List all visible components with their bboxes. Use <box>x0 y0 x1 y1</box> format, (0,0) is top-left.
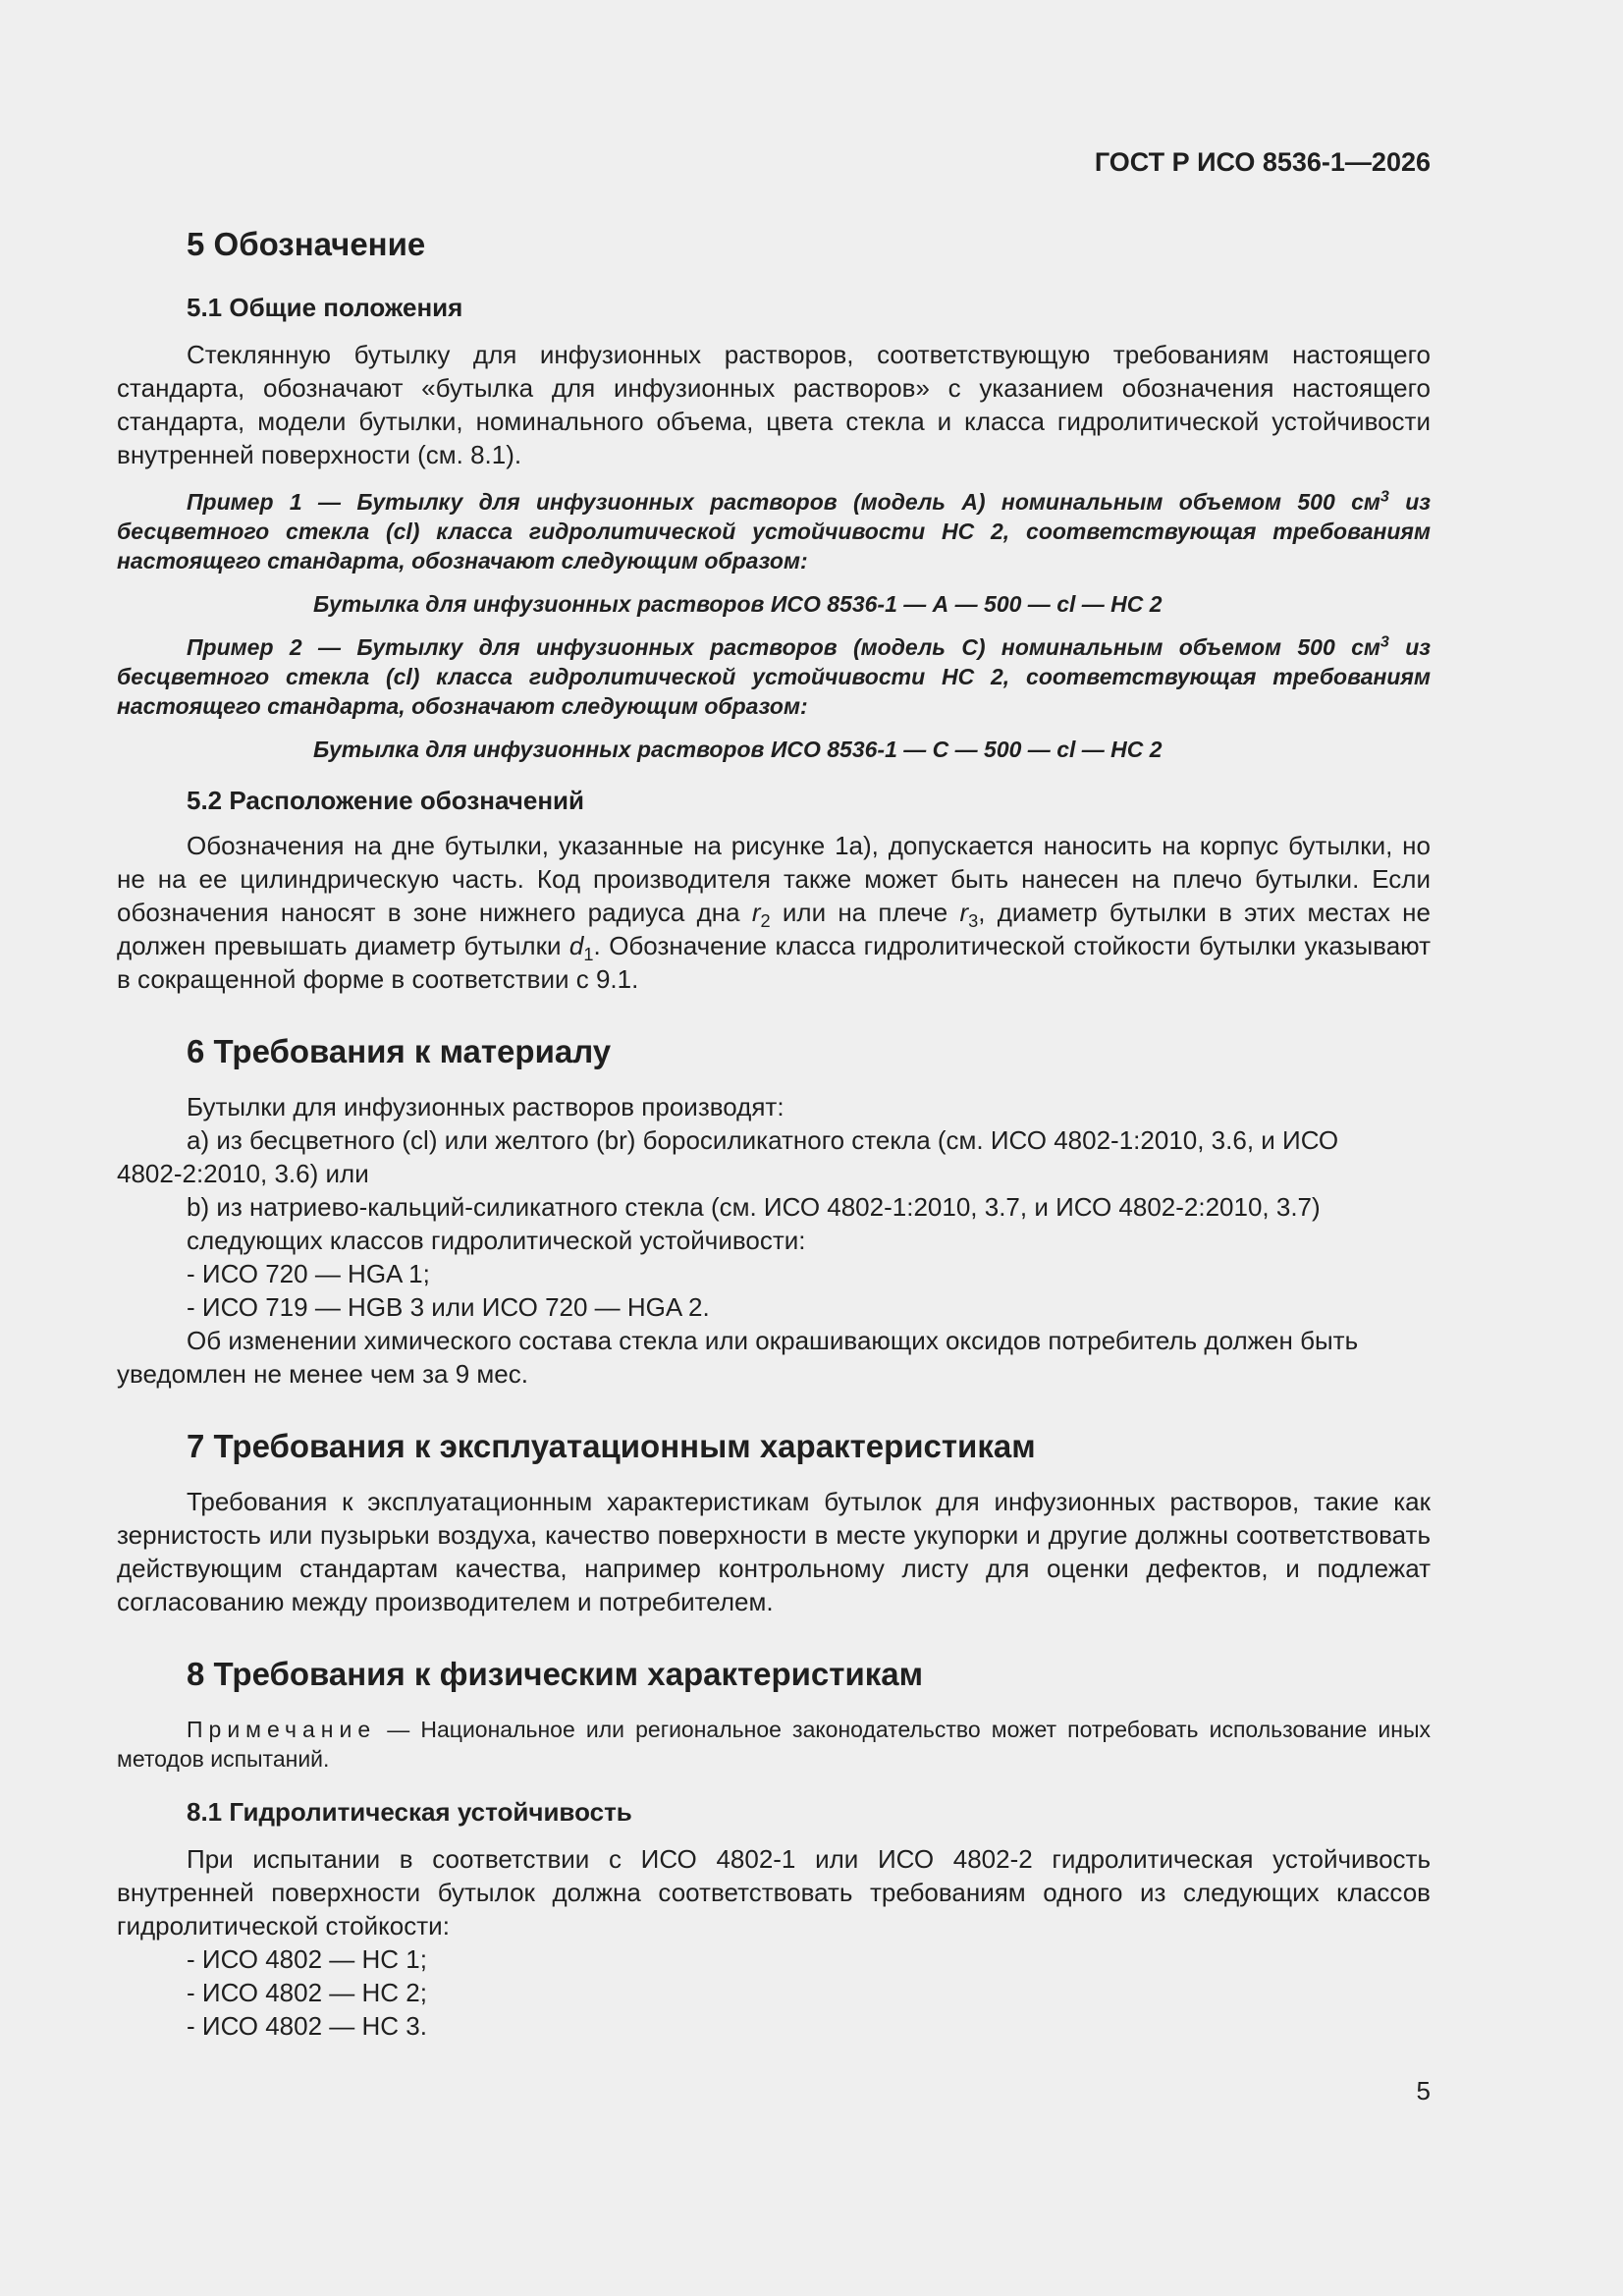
section-8-1-item-3: - ИСО 4802 — НС 3. <box>187 2011 427 2041</box>
example-1-designation: Бутылка для инфузионных растворов ИСО 8536-1 — А — 500 — cl — НС 2 <box>313 591 1163 617</box>
section-5-1-title: 5.1 Общие положения <box>187 293 463 322</box>
section-7-text: Требования к эксплуатационным характеристикам бутылок для инфузионных растворов, такие как зернистость или пузырьки воздуха, качество поверхности в месте укупорки и другие должны соответствовать действующим стандартам качества, например контрольному листу для оценки дефектов, и подлежат согласованию между производителем и потребителем. <box>117 1487 1431 1616</box>
section-6-item-a-cont: 4802-2:2010, 3.6) или <box>117 1159 369 1188</box>
section-7-title: 7 Требования к эксплуатационным характеристикам <box>187 1428 1036 1464</box>
section-6-item-b: b) из натриево-кальций-силикатного стекла (см. ИСО 4802-1:2010, 3.7, и ИСО 4802-2:2010, 3.7) <box>187 1192 1321 1222</box>
section-6-notice: Об изменении химического состава стекла или окрашивающих оксидов потребитель должен быть <box>187 1326 1359 1355</box>
section-6-notice-cont: уведомлен не менее чем за 9 мес. <box>117 1359 528 1389</box>
page-content <box>117 0 1431 2043</box>
section-8-note: Примечание — Национальное или региональное законодательство может потребовать использование иных методов испытаний. <box>117 1717 1431 1772</box>
example-1: Пример 1 — Бутылку для инфузионных растворов (модель А) номинальным объемом 500 $см^3$ из бесцветного стекла (cl) класса гидролитической устойчивости НС 2, соответствующая требованиям настоящего стандарта, обозначают следующим образом: <box>117 487 1431 574</box>
section-6-item-a: a) из бесцветного (cl) или желтого (br) боросиликатного стекла (см. ИСО 4802-1:2010, 3.6, и ИСО <box>187 1125 1339 1155</box>
example-2-designation: Бутылка для инфузионных растворов ИСО 8536-1 — С — 500 — cl — НС 2 <box>313 737 1163 762</box>
page-number: 5 <box>1416 2076 1431 2105</box>
section-6-classes: следующих классов гидролитической устойчивости: <box>187 1226 806 1255</box>
section-5-1-text: Стеклянную бутылку для инфузионных растворов, соответствующую требованиям настоящего стандарта, обозначают «бутылка для инфузионных растворов» с указанием обозначения настоящего стандарта, модели бутылки, номинального объема, цвета стекла и класса гидролитической устойчивости внутренней поверхности (см. 8.1). <box>117 340 1431 469</box>
section-8-1-item-2: - ИСО 4802 — НС 2; <box>187 1978 427 2007</box>
section-8-1-title: 8.1 Гидролитическая устойчивость <box>187 1797 632 1827</box>
section-8-1-text: При испытании в соответствии с ИСО 4802-1 или ИСО 4802-2 гидролитическая устойчивость внутренней поверхности бутылок должна соответствовать требованиям одного из следующих классов гидролитической стойкости: <box>117 1844 1431 1941</box>
standard-code: ГОСТ Р ИСО 8536-1—2026 <box>1094 147 1431 177</box>
section-6-title: 6 Требования к материалу <box>187 1033 612 1069</box>
section-5-title: 5 Обозначение <box>187 226 426 262</box>
example-2: Пример 2 — Бутылку для инфузионных растворов (модель С) номинальным объемом 500 $см^3$ из бесцветного стекла (cl) класса гидролитической устойчивости НС 2, соответствующая требованиям настоящего стандарта, обозначают следующим образом: <box>117 632 1431 719</box>
section-8-1-item-1: - ИСО 4802 — НС 1; <box>187 1944 427 1974</box>
section-5-2-text: Обозначения на дне бутылки, указанные на рисунке 1а), допускается наносить на корпус бутылки, но не на ее цилиндрическую часть. Код производителя также может быть нанесен на плечо бутылки. Если обозначения наносят в зоне нижнего радиуса дна $r_2$ или на плече $r_3$, диаметр бутылки в этих местах не должен превышать диаметр бутылки $d_1$. Обозначение класса гидролитической стойкости бутылки указывают в сокращенной форме в соответствии с 9.1. <box>117 831 1431 994</box>
section-5-2-title: 5.2 Расположение обозначений <box>187 786 585 815</box>
section-6-class-2: - ИСО 719 — HGB 3 или ИСО 720 — HGA 2. <box>187 1292 710 1322</box>
section-8-title: 8 Требования к физическим характеристикам <box>187 1656 924 1692</box>
section-6-class-1: - ИСО 720 — HGA 1; <box>187 1259 430 1288</box>
section-6-intro: Бутылки для инфузионных растворов производят: <box>187 1092 784 1121</box>
